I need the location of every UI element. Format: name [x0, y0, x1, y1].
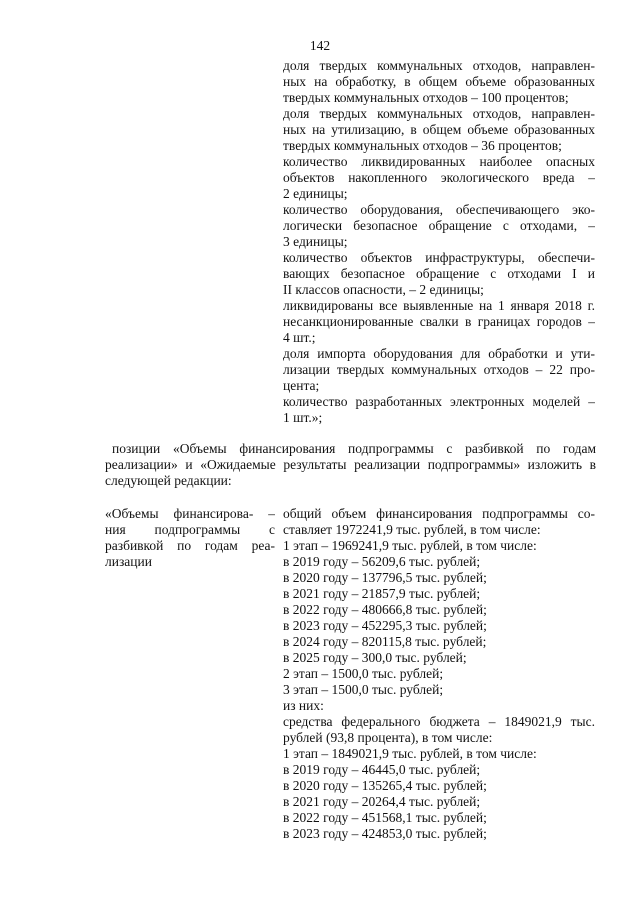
text-line: в 2022 году – 451568,1 тыс. рублей;	[283, 810, 487, 825]
text-line: ных на обработку, в общем объеме образованных	[283, 74, 595, 89]
text-line: в 2020 году – 135265,4 тыс. рублей;	[283, 778, 487, 793]
text-line: в 2019 году – 46445,0 тыс. рублей;	[283, 762, 481, 777]
text-line: из них:	[283, 698, 324, 713]
indicators-list	[283, 58, 595, 426]
text-line: лизации	[105, 554, 152, 569]
text-line: II классов опасности, – 2 единицы;	[283, 282, 484, 297]
text-line: доля импорта оборудования для обработки и ути-	[283, 346, 595, 361]
text-line: в 2023 году – 452295,3 тыс. рублей;	[283, 618, 487, 633]
amendment-paragraph	[105, 441, 596, 489]
text-line: общий объем финансирования подпрограммы со-	[283, 506, 595, 521]
text-line: логически безопасное обращение с отходами, –	[283, 218, 595, 233]
text-line: ставляет 1972241,9 тыс. рублей, в том числе:	[283, 522, 541, 537]
text-line: в 2021 году – 20264,4 тыс. рублей;	[283, 794, 481, 809]
text-line: ных на утилизацию, в общем объеме образованных	[283, 122, 595, 137]
text-line: лизации твердых коммунальных отходов – 22 про-	[283, 362, 595, 377]
text-line: в 2019 году – 56209,6 тыс. рублей;	[283, 554, 481, 569]
text-line: в 2024 году – 820115,8 тыс. рублей;	[283, 634, 487, 649]
text-line: объектов накопленного экологического вреда –	[283, 170, 595, 185]
financing-details	[283, 506, 595, 842]
text-line: доля твердых коммунальных отходов, направлен-	[283, 106, 595, 121]
text-line: 1 шт.»;	[283, 410, 323, 425]
text-line: в 2020 году – 137796,5 тыс. рублей;	[283, 570, 487, 585]
text-line: 2 единицы;	[283, 186, 348, 201]
text-line: цента;	[283, 378, 320, 393]
text-line: ния подпрограммы с	[105, 522, 275, 537]
text-line: твердых коммунальных отходов – 36 процентов;	[283, 138, 562, 153]
text-line: 1 этап – 1849021,9 тыс. рублей, в том числе:	[283, 746, 537, 761]
financing-label	[105, 506, 275, 570]
text-line: рублей (93,8 процента), в том числе:	[283, 730, 493, 745]
text-line: позиции «Объемы финансирования подпрограммы с разбивкой по годам	[112, 441, 596, 456]
text-line: количество ликвидированных наиболее опасных	[283, 154, 595, 169]
text-line: в 2021 году – 21857,9 тыс. рублей;	[283, 586, 481, 601]
text-line: «Объемы финансирова- –	[105, 506, 275, 521]
text-line: ликвидированы все выявленные на 1 января 2018 г.	[283, 298, 595, 313]
text-line: доля твердых коммунальных отходов, направлен-	[283, 58, 595, 73]
text-line: в 2025 году – 300,0 тыс. рублей;	[283, 650, 467, 665]
text-line: разбивкой по годам реа-	[105, 538, 275, 553]
text-line: 2 этап – 1500,0 тыс. рублей;	[283, 666, 444, 681]
text-line: несанкционированные свалки в границах городов –	[283, 314, 595, 329]
text-line: в 2022 году – 480666,8 тыс. рублей;	[283, 602, 487, 617]
text-line: 1 этап – 1969241,9 тыс. рублей, в том числе:	[283, 538, 537, 553]
text-line: в 2023 году – 424853,0 тыс. рублей;	[283, 826, 487, 841]
text-line: реализации» и «Ожидаемые результаты реализации подпрограммы» изложить в	[105, 457, 596, 472]
text-line: средства федерального бюджета – 1849021,9 тыс.	[283, 714, 595, 729]
text-line: 3 этап – 1500,0 тыс. рублей;	[283, 682, 444, 697]
text-line: вающих безопасное обращение с отходами I и	[283, 266, 595, 281]
text-line: количество разработанных электронных моделей –	[283, 394, 595, 409]
text-line: 4 шт.;	[283, 330, 316, 345]
text-line: 3 единицы;	[283, 234, 348, 249]
text-line: количество объектов инфраструктуры, обеспечи-	[283, 250, 595, 265]
text-line: следующей редакции:	[105, 473, 232, 488]
page-number: 142	[309, 38, 331, 53]
text-line: твердых коммунальных отходов – 100 процентов;	[283, 90, 569, 105]
text-line: количество оборудования, обеспечивающего эко-	[283, 202, 595, 217]
